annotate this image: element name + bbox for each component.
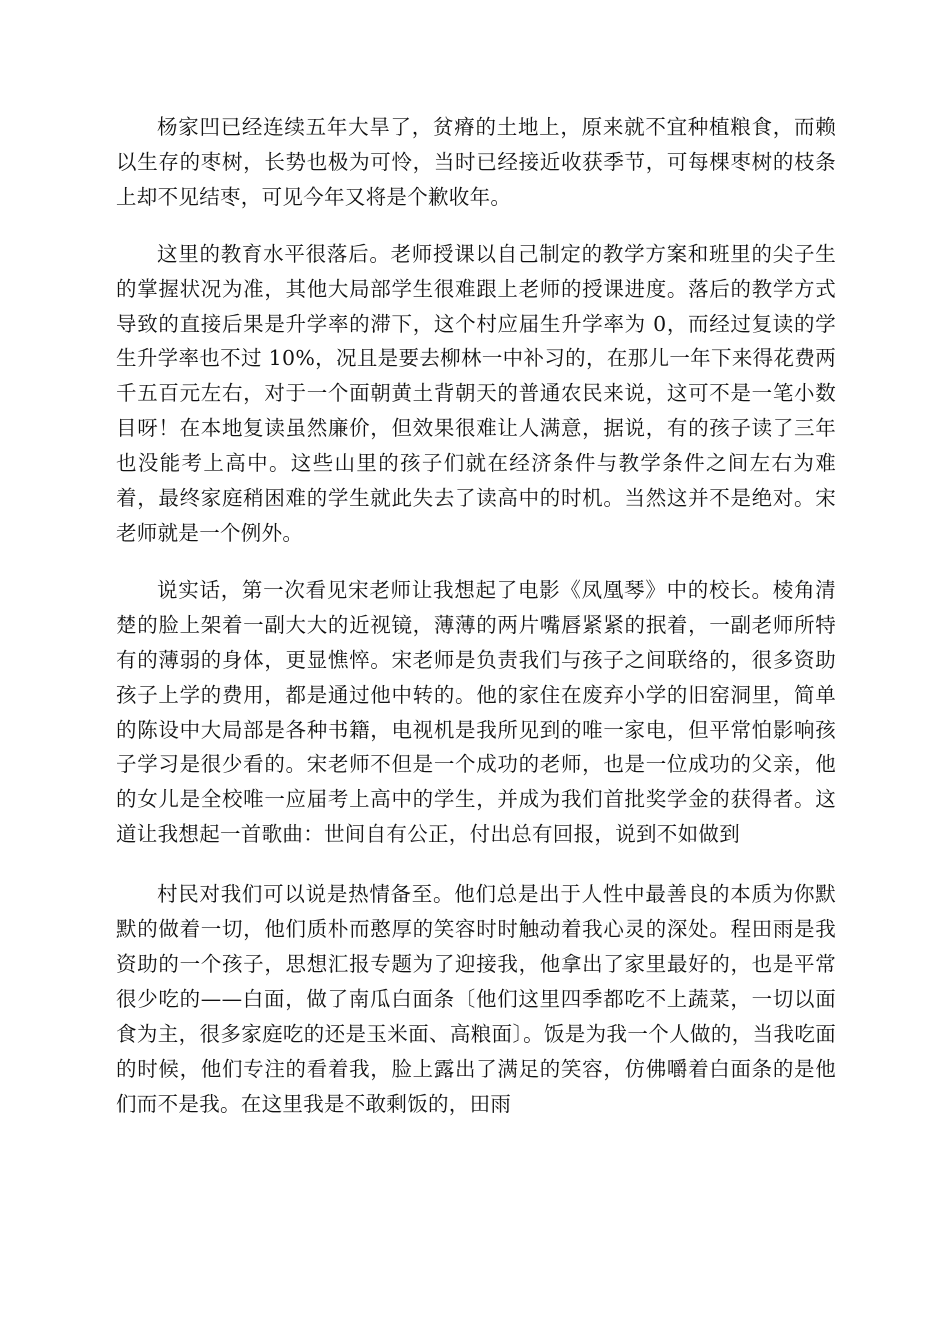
- paragraph-teacher-song: 说实话，第一次看见宋老师让我想起了电影《凤凰琴》中的校长。棱角清楚的脸上架着一副大大的近视镜，薄薄的两片嘴唇紧紧的抿着，一副老师所特有的薄弱的身体，更显憔悴。宋老师是负责我们与孩子之间联络的，很多资助孩子上学的费用，都是通过他中转的。他的家住在废弃小学的旧窑洞里，简单的陈设中大局部是各种书籍，电视机是我所见到的唯一家电，但平常怕影响孩子学习是很少看的。宋老师不但是一个成功的老师，也是一位成功的父亲，他的女儿是全校唯一应届考上高中的学生，并成为我们首批奖学金的获得者。这道让我想起一首歌曲：世间自有公正，付出总有回报，说到不如做到: [116, 577, 836, 847]
- document-page: [116, 110, 836, 1121]
- paragraph-education: 这里的教育水平很落后。老师授课以自己制定的教学方案和班里的尖子生的掌握状况为准，其他大局部学生很难跟上老师的授课进度。落后的教学方式导致的直接后果是升学率的滞下，这个村应届生升学率为 0，而经过复读的学生升学率也不过 10%，况且是要去柳林一中补习的，在那儿一年下来得花费两千五百元左右，对于一个面朝黄土背朝天的普通农民来说，这可不是一笔小数目呀！在本地复读虽然廉价，但效果很难让人满意，据说，有的孩子读了三年也没能考上高中。这些山里的孩子们就在经济条件与教学条件之间左右为难着，最终家庭稍困难的学生就此失去了读高中的时机。当然这并不是绝对。宋老师就是一个例外。: [116, 241, 836, 545]
- paragraph-villagers: 村民对我们可以说是热情备至。他们总是出于人性中最善良的本质为你默默的做着一切，他们质朴而憨厚的笑容时时触动着我心灵的深处。程田雨是我资助的一个孩子，思想汇报专题为了迎接我，他拿出了家里最好的，也是平常很少吃的——白面，做了南瓜白面条〔他们这里四季都吃不上蔬菜，一切以面食为主，很多家庭吃的还是玉米面、高粮面〕。饭是为我一个人做的，当我吃面的时候，他们专注的看着我，脸上露出了满足的笑容，仿佛嚼着白面条的是他们而不是我。在这里我是不敢剩饭的，田雨: [116, 882, 836, 1116]
- paragraph-drought: 杨家凹已经连续五年大旱了，贫瘠的土地上，原来就不宜种植粮食，而赖以生存的枣树，长势也极为可怜，当时已经接近收获季节，可每棵枣树的枝条上却不见结枣，可见今年又将是个歉收年。: [116, 115, 836, 209]
